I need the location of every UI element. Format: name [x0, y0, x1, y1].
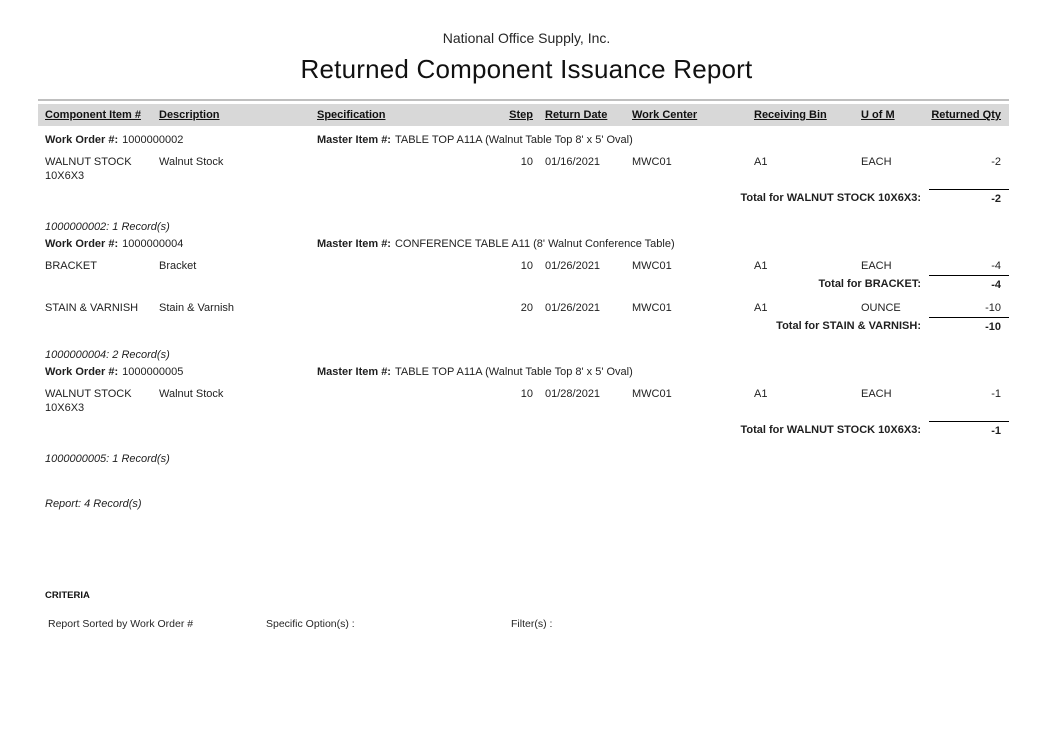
criteria-row [38, 618, 1009, 630]
cell-return-date: 01/28/2021 [545, 388, 601, 400]
component-total-row [38, 317, 1009, 334]
cell-returned-qty: -2 [991, 156, 1001, 168]
cell-return-date: 01/16/2021 [545, 156, 601, 168]
top-rule [38, 99, 1009, 101]
component-total-row [38, 189, 1009, 206]
work-order-label: Work Order #: [45, 134, 119, 146]
cell-work-center: MWC01 [632, 388, 672, 400]
cell-step: 10 [520, 388, 533, 400]
work-order-value: 1000000005 [122, 366, 184, 378]
cell-work-center: MWC01 [632, 156, 672, 168]
cell-receiving-bin: A1 [754, 388, 768, 400]
cell-receiving-bin: A1 [754, 260, 768, 272]
company-name: National Office Supply, Inc. [442, 30, 611, 46]
cell-uom: EACH [861, 260, 892, 272]
col-header-returned-qty: Returned Qty [931, 109, 1001, 121]
cell-receiving-bin: A1 [754, 156, 768, 168]
component-total-label: Total for STAIN & VARNISH: [776, 320, 921, 332]
master-item [317, 365, 633, 380]
component-total-row [38, 275, 1009, 292]
cell-component: STAIN & VARNISH [45, 302, 139, 314]
table-row [38, 301, 1009, 315]
report-record-count: Report: 4 Record(s) [45, 498, 142, 510]
work-order [45, 365, 317, 380]
master-item-value: CONFERENCE TABLE A11 (8' Walnut Conference Table) [394, 238, 675, 250]
cell-return-date: 01/26/2021 [545, 302, 601, 314]
group-header [38, 133, 1009, 148]
report-title: Returned Component Issuance Report [300, 54, 753, 84]
component-total-row [38, 421, 1009, 438]
cell-description: Bracket [159, 260, 197, 272]
master-item-label: Master Item #: [317, 134, 391, 146]
cell-uom: EACH [861, 388, 892, 400]
criteria-sorted-by: Report Sorted by Work Order # [48, 618, 194, 630]
table-row [38, 155, 1009, 183]
group-header [38, 365, 1009, 380]
table-header-row [38, 104, 1009, 126]
cell-description: Walnut Stock [159, 388, 224, 400]
work-order-label: Work Order #: [45, 238, 119, 250]
col-header-return-date: Return Date [545, 109, 608, 121]
cell-specification [317, 155, 472, 183]
work-order [45, 133, 317, 148]
cell-specification [317, 387, 472, 415]
group-record-count: 1000000005: 1 Record(s) [45, 453, 170, 465]
cell-work-center: MWC01 [632, 302, 672, 314]
cell-work-center: MWC01 [632, 260, 672, 272]
master-item-label: Master Item #: [317, 366, 391, 378]
cell-returned-qty: -1 [991, 388, 1001, 400]
master-item [317, 237, 675, 252]
cell-specification [317, 301, 472, 315]
work-order-value: 1000000002 [122, 134, 184, 146]
group-record-count: 1000000002: 1 Record(s) [45, 221, 170, 233]
table-row [38, 387, 1009, 415]
table-row [38, 259, 1009, 273]
cell-uom: EACH [861, 156, 892, 168]
component-total-qty: -2 [929, 189, 1009, 206]
cell-component: WALNUT STOCK 10X6X3 [45, 156, 132, 182]
col-header-description: Description [159, 109, 220, 121]
cell-description: Walnut Stock [159, 156, 224, 168]
work-order-value: 1000000004 [122, 238, 184, 250]
master-item-value: TABLE TOP A11A (Walnut Table Top 8' x 5' Oval) [394, 366, 633, 378]
cell-component: WALNUT STOCK 10X6X3 [45, 388, 132, 414]
cell-step: 10 [520, 260, 533, 272]
col-header-step: Step [509, 109, 533, 121]
group-record-count: 1000000004: 2 Record(s) [45, 349, 170, 361]
col-header-specification: Specification [317, 109, 386, 121]
cell-uom: OUNCE [861, 302, 901, 314]
master-item-value: TABLE TOP A11A (Walnut Table Top 8' x 5' Oval) [394, 134, 633, 146]
component-total-qty: -1 [929, 421, 1009, 438]
col-header-receiving-bin: Receiving Bin [754, 109, 827, 121]
report-body [38, 99, 1009, 630]
component-total-label: Total for BRACKET: [818, 278, 921, 290]
work-order [45, 237, 317, 252]
criteria-filters-label: Filter(s) : [511, 618, 553, 630]
criteria-heading: CRITERIA [45, 590, 90, 601]
cell-specification [317, 259, 472, 273]
component-total-qty: -4 [929, 275, 1009, 292]
component-total-label: Total for WALNUT STOCK 10X6X3: [740, 424, 921, 436]
cell-return-date: 01/26/2021 [545, 260, 601, 272]
cell-receiving-bin: A1 [754, 302, 768, 314]
work-order-label: Work Order #: [45, 366, 119, 378]
cell-returned-qty: -10 [985, 302, 1001, 314]
component-total-label: Total for WALNUT STOCK 10X6X3: [740, 192, 921, 204]
cell-step: 10 [520, 156, 533, 168]
cell-description: Stain & Varnish [159, 302, 235, 314]
master-item [317, 133, 633, 148]
col-header-uom: U of M [861, 109, 895, 121]
col-header-work-center: Work Center [632, 109, 698, 121]
col-header-component-item: Component Item # [45, 109, 141, 121]
cell-returned-qty: -4 [991, 260, 1001, 272]
cell-step: 20 [520, 302, 533, 314]
master-item-label: Master Item #: [317, 238, 391, 250]
criteria-specific-options-label: Specific Option(s) : [266, 618, 355, 630]
component-total-qty: -10 [929, 317, 1009, 334]
cell-component: BRACKET [45, 260, 97, 272]
group-header [38, 237, 1009, 252]
